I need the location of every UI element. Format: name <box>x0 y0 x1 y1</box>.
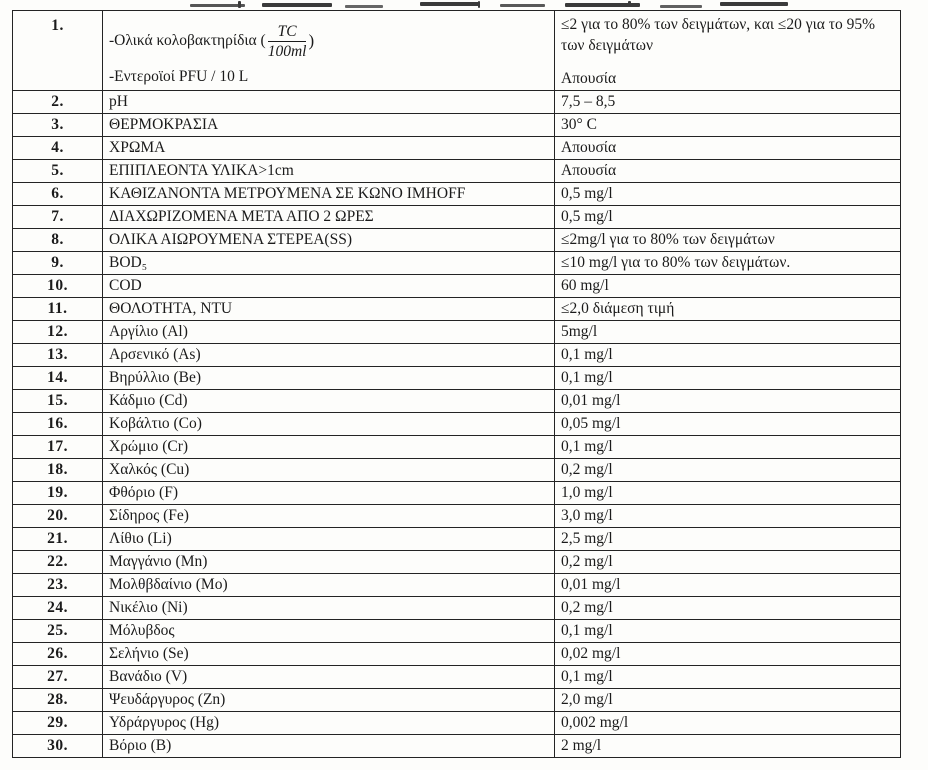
table-row <box>13 528 901 551</box>
limit-value: ≤2mg/l για το 80% των δειγμάτων <box>555 229 901 252</box>
parameter-name: COD <box>103 275 555 298</box>
row-number: 9. <box>13 252 103 275</box>
parameter-name: Αρσενικό (As) <box>103 344 555 367</box>
row-number: 1. <box>13 11 103 91</box>
parameter-name: Κάδμιο (Cd) <box>103 390 555 413</box>
table-row <box>13 206 901 229</box>
parameter-name: Φθόριο (F) <box>103 482 555 505</box>
water-quality-limits-table <box>12 10 901 758</box>
limit-value: 0,2 mg/l <box>555 597 901 620</box>
table-row <box>13 91 901 114</box>
limit-value-enteroviruses: Απουσία <box>561 70 617 87</box>
limit-value: 7,5 – 8,5 <box>555 91 901 114</box>
table-row <box>13 321 901 344</box>
row-number: 11. <box>13 298 103 321</box>
table-row <box>13 229 901 252</box>
row-number: 22. <box>13 551 103 574</box>
limit-value: ≤10 mg/l για το 80% των δειγμάτων. <box>555 252 901 275</box>
limit-value: 0,02 mg/l <box>555 643 901 666</box>
table-row <box>13 574 901 597</box>
limit-value: 0,1 mg/l <box>555 436 901 459</box>
parameter-name: ΔΙΑΧΩΡΙΖΟΜΕΝΑ ΜΕΤΑ ΑΠΟ 2 ΩΡΕΣ <box>103 206 555 229</box>
parameter-name: Ψευδάργυρος (Zn) <box>103 689 555 712</box>
limit-value: 0,5 mg/l <box>555 183 901 206</box>
limit-value: 0,1 mg/l <box>555 620 901 643</box>
parameter-name: ΘΕΡΜΟΚΡΑΣΙΑ <box>103 114 555 137</box>
row-number: 8. <box>13 229 103 252</box>
table-row <box>13 183 901 206</box>
limit-value: ≤2,0 διάμεση τιμή <box>555 298 901 321</box>
table-row-coliforms <box>13 11 901 91</box>
parameter-name: Χαλκός (Cu) <box>103 459 555 482</box>
parameter-name: Μαγγάνιο (Mn) <box>103 551 555 574</box>
row-number: 4. <box>13 137 103 160</box>
parameter-name: Νικέλιο (Ni) <box>103 597 555 620</box>
table-row <box>13 344 901 367</box>
fraction-denominator: 100ml <box>267 42 307 60</box>
parameter-name: Βανάδιο (V) <box>103 666 555 689</box>
limit-value: 0,1 mg/l <box>555 666 901 689</box>
table-row <box>13 597 901 620</box>
parameter-name: ΧΡΩΜΑ <box>103 137 555 160</box>
parameter-name: Σίδηρος (Fe) <box>103 505 555 528</box>
limit-value: 2,0 mg/l <box>555 689 901 712</box>
row-number: 29. <box>13 712 103 735</box>
table-row <box>13 252 901 275</box>
row-number: 16. <box>13 413 103 436</box>
limit-value: 2 mg/l <box>555 735 901 758</box>
table-row <box>13 482 901 505</box>
limit-value: 3,0 mg/l <box>555 505 901 528</box>
limit-value: 0,01 mg/l <box>555 390 901 413</box>
tc-per-100ml-fraction <box>268 23 307 60</box>
table-row <box>13 689 901 712</box>
parameter-name: ΘΟΛΟΤΗΤΑ, NTU <box>103 298 555 321</box>
limit-value: 0,1 mg/l <box>555 367 901 390</box>
parameter-name: Υδράργυρος (Hg) <box>103 712 555 735</box>
table-row <box>13 643 901 666</box>
table-row <box>13 137 901 160</box>
parameter-name: Βηρύλλιο (Be) <box>103 367 555 390</box>
table-row <box>13 735 901 758</box>
table-row <box>13 413 901 436</box>
table-row <box>13 459 901 482</box>
table-row <box>13 712 901 735</box>
row-number: 26. <box>13 643 103 666</box>
parameter-name: Μολθβδαίνιο (Mo) <box>103 574 555 597</box>
table-row <box>13 390 901 413</box>
row-number: 12. <box>13 321 103 344</box>
row-number: 24. <box>13 597 103 620</box>
parameter-name: Σελήνιο (Se) <box>103 643 555 666</box>
parameter-name: ΟΛΙΚΑ ΑΙΩΡΟΥΜΕΝΑ ΣΤΕΡΕΑ(SS) <box>103 229 555 252</box>
parameter-name: Βόριο (B) <box>103 735 555 758</box>
parameter-name: ΚΑΘΙΖΑΝΟΝΤΑ ΜΕΤΡΟΥΜΕΝΑ ΣΕ ΚΩΝΟ IMHOFF <box>103 183 555 206</box>
table-row <box>13 275 901 298</box>
table-row <box>13 551 901 574</box>
row-number: 6. <box>13 183 103 206</box>
table-row <box>13 298 901 321</box>
row-number: 5. <box>13 160 103 183</box>
row-number: 10. <box>13 275 103 298</box>
table-row <box>13 114 901 137</box>
limit-value: 0,01 mg/l <box>555 574 901 597</box>
parameter-name: Χρώμιο (Cr) <box>103 436 555 459</box>
limit-value-coliforms: ≤2 για το 80% των δειγμάτων, και ≤20 για το 95% των δειγμάτων <box>561 16 876 54</box>
table-row <box>13 367 901 390</box>
row-number: 15. <box>13 390 103 413</box>
parameter-text-prefix: -Ολικά κολοβακτηρίδια ( <box>109 32 266 49</box>
limit-value: 1,0 mg/l <box>555 482 901 505</box>
table-row <box>13 666 901 689</box>
row-number: 27. <box>13 666 103 689</box>
row-number: 3. <box>13 114 103 137</box>
fraction-numerator: TC <box>268 23 307 42</box>
limit-value: 0,2 mg/l <box>555 551 901 574</box>
limit-value: 5mg/l <box>555 321 901 344</box>
limit-value: Απουσία <box>555 160 901 183</box>
row-number: 13. <box>13 344 103 367</box>
table-row <box>13 436 901 459</box>
row-number: 28. <box>13 689 103 712</box>
limit-value: 0,05 mg/l <box>555 413 901 436</box>
parameter-coliforms-line <box>109 21 548 61</box>
limit-value <box>555 11 901 91</box>
row-number: 19. <box>13 482 103 505</box>
limit-value: 0,1 mg/l <box>555 344 901 367</box>
row-number: 7. <box>13 206 103 229</box>
limit-value: 60 mg/l <box>555 275 901 298</box>
parameter-name <box>103 11 555 91</box>
parameter-text-suffix: ) <box>308 31 315 50</box>
limit-value: 30° C <box>555 114 901 137</box>
row-number: 17. <box>13 436 103 459</box>
row-number: 14. <box>13 367 103 390</box>
row-number: 21. <box>13 528 103 551</box>
scan-artifact-strip <box>0 0 928 10</box>
parameter-name: pH <box>103 91 555 114</box>
row-number: 2. <box>13 91 103 114</box>
table-row <box>13 505 901 528</box>
parameter-enteroviruses-line: -Εντεροϊοί PFU / 10 L <box>109 68 249 85</box>
row-number: 18. <box>13 459 103 482</box>
row-number: 20. <box>13 505 103 528</box>
parameter-name: Αργίλιο (Al) <box>103 321 555 344</box>
limit-value: 0,2 mg/l <box>555 459 901 482</box>
row-number: 25. <box>13 620 103 643</box>
limit-value: 0,5 mg/l <box>555 206 901 229</box>
parameter-name: Μόλυβδος <box>103 620 555 643</box>
table-row <box>13 160 901 183</box>
limit-value: 0,002 mg/l <box>555 712 901 735</box>
row-number: 23. <box>13 574 103 597</box>
parameter-name: Κοβάλτιο (Co) <box>103 413 555 436</box>
limit-value: Απουσία <box>555 137 901 160</box>
parameter-name: BOD₅ <box>103 252 555 275</box>
parameter-name: ΕΠΙΠΛΕΟΝΤΑ ΥΛΙΚΑ>1cm <box>103 160 555 183</box>
limit-value: 2,5 mg/l <box>555 528 901 551</box>
row-number: 30. <box>13 735 103 758</box>
parameter-name: Λίθιο (Li) <box>103 528 555 551</box>
table-row <box>13 620 901 643</box>
